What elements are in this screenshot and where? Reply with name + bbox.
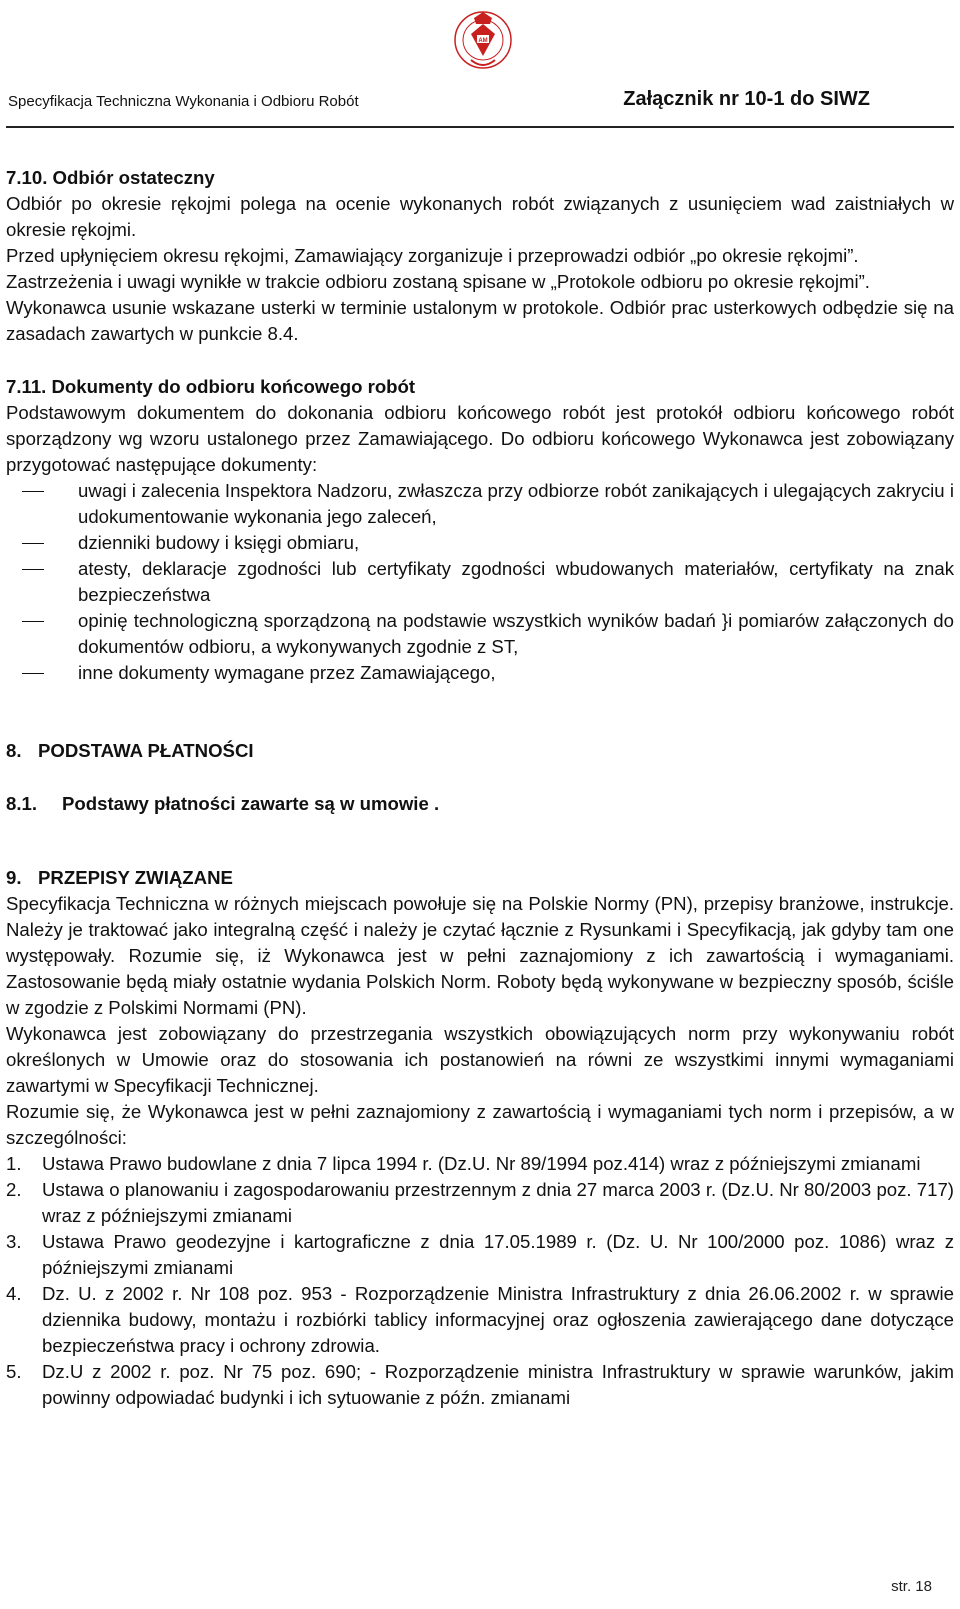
dash-bullet-icon bbox=[22, 569, 44, 570]
section-7-10-p2: Przed upłynięciem okresu rękojmi, Zamawiający zorganizuje i przeprowadzi odbiór „po okresie rękojmi”. bbox=[6, 245, 859, 266]
section-7-10-p3: Zastrzeżenia i uwagi wynikłe w trakcie odbioru zostaną spisane w „Protokole odbioru po okresie rękojmi”. bbox=[6, 271, 870, 292]
header-doc-title: Specyfikacja Techniczna Wykonania i Odbioru Robót bbox=[8, 93, 359, 110]
regulations-list bbox=[6, 1151, 954, 1411]
section-9-p3: Rozumie się, że Wykonawca jest w pełni zaznajomiony z zawartością i wymaganiami tych norm i przepisów, a w szczególności: bbox=[6, 1101, 954, 1148]
document-body bbox=[6, 165, 954, 1411]
dash-bullet-icon bbox=[22, 543, 44, 544]
section-7-10-p1: Odbiór po okresie rękojmi polega na ocenie wykonanych robót związanych z usunięciem wad zaistniałych w okresie rękojmi. bbox=[6, 193, 954, 240]
list-item: atesty, deklaracje zgodności lub certyfikaty zgodności wbudowanych materiałów, certyfikaty na znak bezpieczeństwa bbox=[6, 556, 954, 608]
list-item: 3. Ustawa Prawo geodezyjne i kartograficzne z dnia 17.05.1989 r. (Dz. U. Nr 100/2000 poz. 1086) wraz z późniejszymi zmianami bbox=[6, 1231, 954, 1278]
header-attachment-label: Załącznik nr 10-1 do SIWZ bbox=[623, 88, 870, 110]
documents-list bbox=[6, 478, 954, 686]
academy-logo-icon bbox=[452, 4, 514, 82]
list-item: opinię technologiczną sporządzoną na podstawie wszystkich wyników badań }i pomiarów załączonych do dokumentów odbioru, a wykonywanych zgodnie z ST, bbox=[6, 608, 954, 660]
section-8-1-heading: 8.1. Podstawy płatności zawarte są w umowie . bbox=[6, 793, 440, 814]
dash-bullet-icon bbox=[22, 491, 44, 492]
section-9-p2: Wykonawca jest zobowiązany do przestrzegania wszystkich obowiązujących norm przy wykonywaniu robót określonych w Umowie oraz do stosowania ich postanowień na równi ze wszystkimi innymi wymaganiami zawartymi w Specyfikacji Technicznej. bbox=[6, 1023, 954, 1096]
section-7-11-intro: Podstawowym dokumentem do dokonania odbioru końcowego robót jest protokół odbioru końcowego robót sporządzony wg wzoru ustalonego przez Zamawiającego. Do odbioru końcowego Wykonawca jest zobowiązany przygotować następujące dokumenty: bbox=[6, 402, 954, 475]
logo-monogram: AM bbox=[478, 38, 488, 44]
list-item: 2. Ustawa o planowaniu i zagospodarowaniu przestrzennym z dnia 27 marca 2003 r. (Dz.U. Nr 80/2003 poz. 717) wraz z późniejszymi zmianami bbox=[6, 1179, 954, 1226]
list-item: 1. Ustawa Prawo budowlane z dnia 7 lipca 1994 r. (Dz.U. Nr 89/1994 poz.414) wraz z późniejszymi zmianami bbox=[6, 1153, 921, 1174]
section-9-p1: Specyfikacja Techniczna w różnych miejscach powołuje się na Polskie Normy (PN), przepisy branżowe, instrukcje. Należy je traktować jako integralną część i należy je czytać łącznie z Rysunkami i Specyfikacją, jak gdyby tam one występowały. Rozumie się, iż Wykonawca jest w pełni zaznajomiony z ich zawartością i wymaganiami. Zastosowanie będą miały ostatnie wydania Polskich Norm. Roboty będą wykonywane w bezpieczny sposób, ściśle w zgodzie z Polskimi Normami (PN). bbox=[6, 893, 954, 1018]
list-item: inne dokumenty wymagane przez Zamawiającego, bbox=[6, 660, 954, 686]
list-item: dzienniki budowy i księgi obmiaru, bbox=[6, 530, 954, 556]
page-header bbox=[0, 0, 960, 120]
list-item: 5. Dz.U z 2002 r. poz. Nr 75 poz. 690; - Rozporządzenie ministra Infrastruktury w sprawie warunków, jakim powinny odpowiadać budynki i ich sytuowanie z późn. zmianami bbox=[6, 1361, 954, 1408]
header-rule bbox=[6, 126, 954, 128]
section-7-10-heading: 7.10. Odbiór ostateczny bbox=[6, 167, 215, 188]
section-9-heading: 9. PRZEPISY ZWIĄZANE bbox=[6, 867, 233, 888]
dash-bullet-icon bbox=[22, 673, 44, 674]
dash-bullet-icon bbox=[22, 621, 44, 622]
section-7-11-heading: 7.11. Dokumenty do odbioru końcowego robót bbox=[6, 376, 416, 397]
list-item: 4. Dz. U. z 2002 r. Nr 108 poz. 953 - Rozporządzenie Ministra Infrastruktury z dnia 26.06.2002 r. w sprawie dziennika budowy, montażu i rozbiórki tablicy informacyjnej oraz ogłoszenia zawierającego dane dotyczące bezpieczeństwa pracy i ochrony zdrowia. bbox=[6, 1283, 954, 1356]
list-item: uwagi i zalecenia Inspektora Nadzoru, zwłaszcza przy odbiorze robót zanikających i ulegających zakryciu i udokumentowanie wykonania jego zaleceń, bbox=[6, 478, 954, 530]
section-7-10-p4: Wykonawca usunie wskazane usterki w terminie ustalonym w protokole. Odbiór prac usterkowych odbędzie się na zasadach zawartych w punkcie 8.4. bbox=[6, 297, 954, 344]
section-8-heading: 8. PODSTAWA PŁATNOŚCI bbox=[6, 740, 254, 761]
page-number: str. 18 bbox=[891, 1578, 932, 1595]
